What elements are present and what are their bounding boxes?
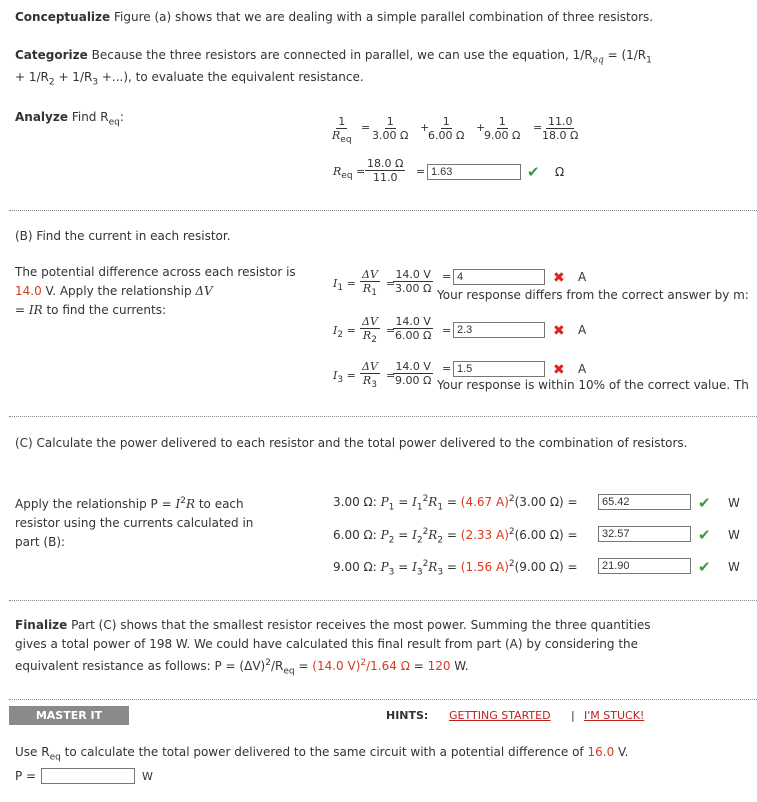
- p3-sub: 3: [388, 567, 395, 578]
- categorize-sub-eq: eq: [592, 55, 604, 66]
- p1-i-sub: 1: [416, 502, 423, 513]
- p2-answer-input[interactable]: [598, 526, 691, 542]
- p1-val: (4.67 A): [460, 495, 509, 509]
- divider: [9, 416, 757, 417]
- i3-den: 9.00 Ω: [395, 374, 432, 387]
- check-icon: ✔: [698, 526, 711, 544]
- categorize-sub-1: 1: [646, 55, 652, 66]
- i2-symbolic-fraction: [360, 315, 380, 347]
- eq1-t1-num: 1: [386, 115, 394, 128]
- eq1-t3-den: 9.00 Ω: [484, 129, 521, 142]
- partB-desc2: V. Apply the relationship: [41, 284, 196, 298]
- eq2-equals-2: =: [416, 165, 426, 178]
- i2-numeric-fraction: [393, 315, 433, 342]
- i2-answer-input[interactable]: [453, 322, 545, 338]
- eq1-result: [540, 115, 580, 142]
- p-label: P =: [15, 769, 37, 783]
- eq2-lhs-sub: eq: [341, 171, 353, 182]
- master-q-sub: eq: [49, 752, 61, 763]
- i3-r-sub: 3: [371, 380, 377, 391]
- i2-den: 6.00 Ω: [395, 329, 432, 342]
- p2-unit: W: [728, 528, 740, 542]
- im-stuck-link[interactable]: I'M STUCK!: [584, 709, 645, 722]
- i1-equals-3: =: [442, 270, 452, 283]
- finalize-red3: 120: [427, 659, 451, 673]
- p3-r-sub: 3: [437, 567, 444, 578]
- finalize-text1: Part (C) shows that the smallest resistor receives the most power. Summing the three quantities gives a total power of 198 W. We could have calculated this final result from part (A) by considering the equivalent resistance as follows: P = (ΔV): [15, 618, 651, 673]
- eq1-t2-num: 1: [442, 115, 450, 128]
- i3-r-var: R: [362, 374, 372, 387]
- p1-var: P: [380, 495, 389, 509]
- p2-var: P: [380, 528, 389, 542]
- eq1-plus-2: +: [476, 121, 486, 134]
- i3-sub: 3: [337, 375, 344, 386]
- p1-r: R: [428, 495, 438, 509]
- eq1-term3: [482, 115, 522, 142]
- master-it-button[interactable]: MASTER IT: [9, 706, 129, 725]
- conceptualize-paragraph: [15, 10, 653, 24]
- partB-desc1: The potential difference across each resistor is: [15, 265, 296, 279]
- i1-dv: ΔV: [362, 268, 378, 281]
- i3-feedback: Your response is within 10% of the correct value. Th: [437, 378, 749, 392]
- p1-sub: 1: [388, 502, 395, 513]
- p1-unit: W: [728, 496, 740, 510]
- finalize-label: Finalize: [15, 618, 68, 632]
- eq1-res-den: 18.0 Ω: [542, 129, 579, 142]
- getting-started-link[interactable]: GETTING STARTED: [449, 709, 551, 722]
- divider: [9, 699, 757, 700]
- eq2-lhs-var: R: [333, 165, 342, 178]
- p1-answer-input[interactable]: [598, 494, 691, 510]
- p-unit: W: [142, 770, 153, 783]
- eq1-res-num: 11.0: [547, 115, 573, 128]
- categorize-text5: +...), to evaluate the equivalent resistance.: [98, 70, 364, 84]
- master-question3: V.: [614, 745, 629, 759]
- partB-title: (B) Find the current in each resistor.: [15, 229, 231, 243]
- p3-r: R: [428, 560, 438, 574]
- p3-var: P: [380, 560, 389, 574]
- p1-equation: 3.00 Ω: $P_1 = I_1^2R_1 = (4.67$ A)$^2$(3.00 Ω) =: [333, 494, 578, 513]
- i2-equals-2: =: [386, 324, 396, 337]
- p2-i: I: [412, 528, 417, 542]
- finalize-text2: /R: [270, 659, 284, 673]
- master-q-volt: 16.0: [587, 745, 615, 759]
- partC-title: (C) Calculate the power delivered to each resistor and the total power delivered to the combination of resistors.: [15, 436, 688, 450]
- partB-rel2: IR: [28, 303, 43, 317]
- finalize-red1: (14.0 V): [312, 659, 361, 673]
- p2-sub: 2: [388, 535, 395, 546]
- i1-num: 14.0 V: [395, 268, 431, 281]
- i1-answer-input[interactable]: [453, 269, 545, 285]
- analyze-heading: [15, 110, 124, 127]
- eq1-term2: [426, 115, 466, 142]
- master-question2: to calculate the total power delivered to the same circuit with a potential difference of: [60, 745, 588, 759]
- p3-val: (1.56 A): [460, 560, 509, 574]
- finalize-sub: eq: [283, 666, 295, 677]
- finalize-sq2: 2: [360, 658, 367, 668]
- p1-res: 3.00 Ω:: [333, 495, 377, 509]
- i3-label: [333, 369, 356, 385]
- categorize-text4: + 1/R: [54, 70, 93, 84]
- categorize-line2: [15, 70, 364, 87]
- i2-r-var: R: [362, 329, 372, 342]
- master-question1: Use R: [15, 745, 50, 759]
- i2-label: [333, 324, 356, 340]
- p3-i-sub: 3: [416, 567, 423, 578]
- p3-rest: (9.00 Ω): [514, 560, 564, 574]
- i2-dv: ΔV: [362, 315, 378, 328]
- i3-unit: A: [578, 362, 587, 376]
- eq1-lhs-den-sub: eq: [340, 135, 352, 146]
- i3-var: I: [333, 369, 338, 382]
- eq1-lhs-fraction: [330, 115, 354, 147]
- hints-label: HINTS:: [386, 709, 429, 722]
- i2-unit: A: [578, 323, 587, 337]
- i3-equals-2: =: [386, 369, 396, 382]
- finalize-text5: W.: [450, 659, 469, 673]
- eq1-t1-den: 3.00 Ω: [372, 129, 409, 142]
- i1-r-sub: 1: [371, 288, 377, 299]
- master-question: [15, 745, 629, 762]
- eq1-lhs-num: 1: [338, 115, 346, 128]
- finalize-text4: =: [409, 659, 428, 673]
- p3-res: 9.00 Ω:: [333, 560, 377, 574]
- i3-answer-input[interactable]: [453, 361, 545, 377]
- categorize-sub-2: 2: [48, 77, 55, 88]
- i2-r-sub: 2: [371, 335, 377, 346]
- partB-voltage: 14.0: [15, 284, 42, 298]
- p1-r-sub: 1: [437, 502, 444, 513]
- divider: [9, 600, 757, 601]
- i1-equals-2: =: [386, 277, 396, 290]
- i3-numeric-fraction: [393, 360, 433, 387]
- analyze-label: Analyze: [15, 110, 68, 124]
- i2-equals-3: =: [442, 324, 452, 337]
- i3-num: 14.0 V: [395, 360, 431, 373]
- check-icon: ✔: [527, 163, 540, 181]
- i2-var: I: [333, 324, 338, 337]
- hint-separator: |: [571, 709, 575, 722]
- i1-symbolic-fraction: [360, 268, 380, 300]
- partC-description: [15, 492, 280, 552]
- i2-sub: 2: [337, 330, 344, 341]
- conceptualize-label: Conceptualize: [15, 10, 111, 24]
- p2-res: 6.00 Ω:: [333, 528, 377, 542]
- conceptualize-text: Figure (a) shows that we are dealing with a simple parallel combination of three resistors.: [114, 10, 654, 24]
- categorize-text2: = (1/R: [603, 48, 647, 62]
- partB-desc3: =: [15, 303, 29, 317]
- x-icon: ✖: [553, 323, 565, 339]
- eq1-equals-1: =: [361, 121, 371, 134]
- partC-desc2: to each resistor using the currents calculated in part (B):: [15, 497, 254, 549]
- i3-equals: =: [346, 369, 356, 382]
- req-answer-input[interactable]: [427, 164, 521, 180]
- check-icon: ✔: [698, 494, 711, 512]
- finalize-text3: =: [294, 659, 313, 673]
- master-power-input[interactable]: [41, 768, 135, 784]
- categorize-text3: + 1/R: [15, 70, 49, 84]
- categorize-text1: Because the three resistors are connected in parallel, we can use the equation, 1/R: [91, 48, 593, 62]
- partC-desc-i: I: [175, 497, 181, 511]
- finalize-sq: 2: [265, 658, 271, 668]
- categorize-line1: [15, 48, 652, 65]
- eq1-term1: [370, 115, 410, 142]
- p3-equation: 9.00 Ω: $P_3 = I_3^2R_3 = (1.56$ A)$^2$(9.00 Ω) =: [333, 559, 578, 578]
- i1-label: [333, 277, 356, 293]
- eq2-num: 18.0 Ω: [367, 157, 404, 170]
- p2-i-sub: 2: [416, 535, 423, 546]
- p1-i: I: [412, 495, 417, 509]
- analyze-find: Find R: [71, 110, 109, 124]
- i1-var: I: [333, 277, 338, 290]
- eq2-fraction: [365, 157, 405, 184]
- i3-symbolic-fraction: [360, 360, 380, 392]
- p2-r: R: [428, 528, 438, 542]
- divider: [9, 210, 757, 211]
- i2-num: 14.0 V: [395, 315, 431, 328]
- i1-equals: =: [346, 277, 356, 290]
- x-icon: ✖: [553, 270, 565, 286]
- partC-desc-sq: 2: [180, 496, 186, 506]
- i3-dv: ΔV: [362, 360, 378, 373]
- p3-answer-input[interactable]: [598, 558, 691, 574]
- check-icon: ✔: [698, 558, 711, 576]
- eq1-plus-1: +: [420, 121, 430, 134]
- p2-r-sub: 2: [437, 535, 444, 546]
- p2-rest: (6.00 Ω): [514, 528, 564, 542]
- i2-equals: =: [346, 324, 356, 337]
- i1-r-var: R: [362, 282, 372, 295]
- partC-desc-r: R: [185, 497, 196, 511]
- partB-rel1: ΔV: [195, 284, 213, 298]
- eq1-lhs-den-var: R: [332, 129, 341, 142]
- finalize-red2: /1.64 Ω: [366, 659, 410, 673]
- i1-sub: 1: [337, 283, 344, 294]
- eq2-den: 11.0: [372, 171, 398, 184]
- i1-den: 3.00 Ω: [395, 282, 432, 295]
- eq1-equals-2: =: [533, 121, 543, 134]
- p3-i: I: [412, 560, 417, 574]
- p3-unit: W: [728, 560, 740, 574]
- p2-equation: 6.00 Ω: $P_2 = I_2^2R_2 = (2.33$ A)$^2$(6.00 Ω) =: [333, 527, 578, 546]
- analyze-colon: :: [119, 110, 124, 124]
- i1-unit: A: [578, 270, 587, 284]
- req-unit: Ω: [555, 165, 565, 179]
- analyze-find-sub: eq: [108, 117, 120, 128]
- i1-numeric-fraction: [393, 268, 433, 295]
- categorize-label: Categorize: [15, 48, 88, 62]
- partB-description: [15, 263, 300, 320]
- i3-equals-3: =: [442, 362, 452, 375]
- eq2-lhs: [333, 165, 365, 181]
- p1-rest: (3.00 Ω): [514, 495, 564, 509]
- p2-val: (2.33 A): [460, 528, 509, 542]
- categorize-sub-3: 3: [92, 77, 99, 88]
- eq1-t2-den: 6.00 Ω: [428, 129, 465, 142]
- finalize-paragraph: [15, 616, 680, 681]
- partC-desc1: Apply the relationship P =: [15, 497, 176, 511]
- i1-feedback: Your response differs from the correct answer by m:: [437, 288, 749, 302]
- eq1-t3-num: 1: [498, 115, 506, 128]
- partB-desc4: to find the currents:: [42, 303, 167, 317]
- eq2-equals-1: =: [356, 165, 366, 178]
- x-icon: ✖: [553, 362, 565, 378]
